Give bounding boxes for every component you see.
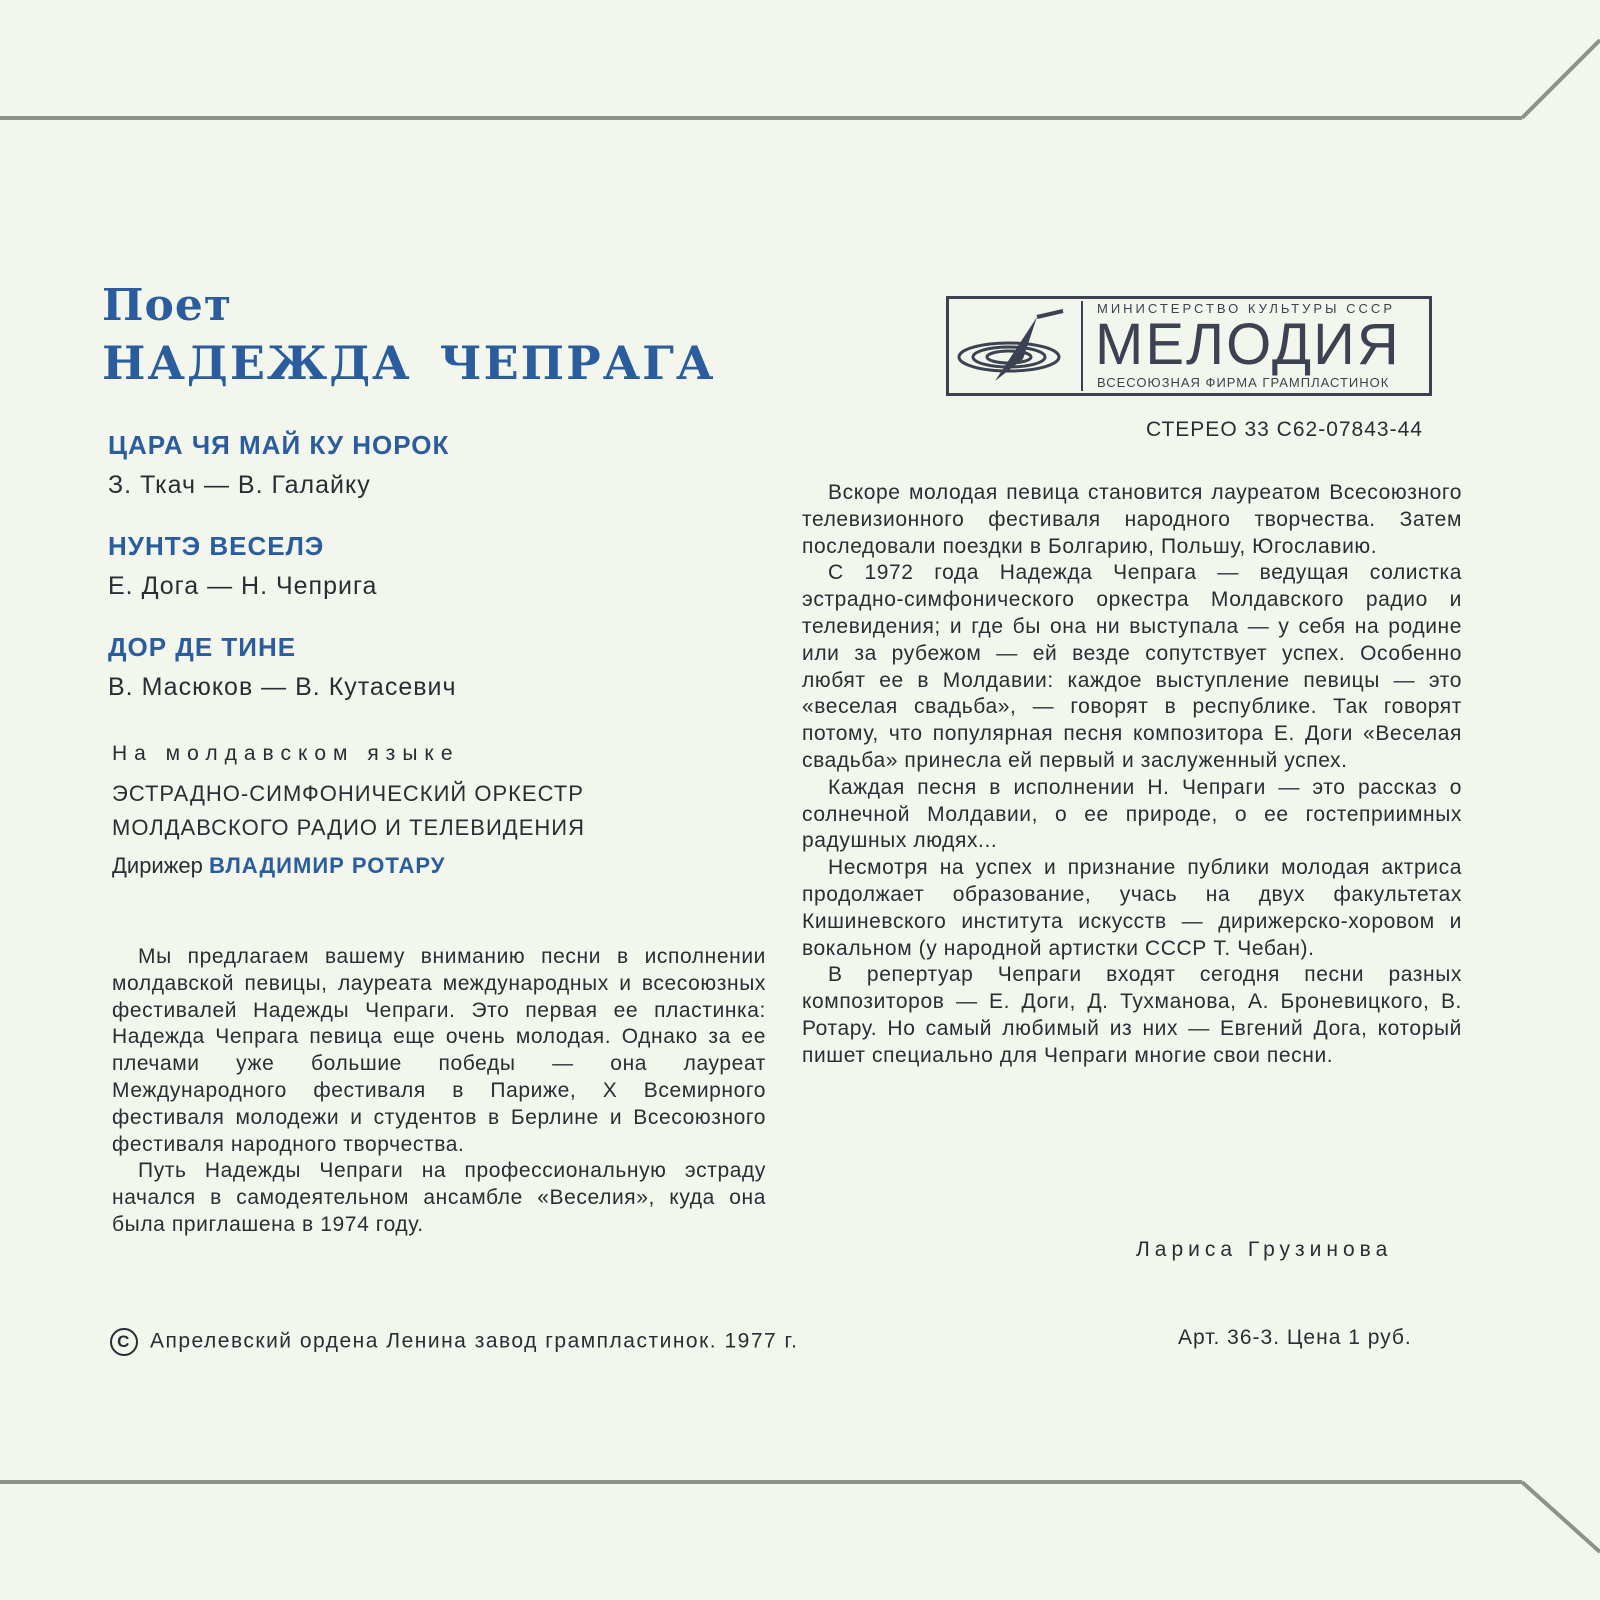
conductor-credit (112, 853, 445, 879)
paragraph: Вскоре молодая певица становится лауреатом Всесоюзного телевизионного фестиваля народного творчества. Затем последовали поездки в Болгарию, Польшу, Югославию. (802, 481, 1462, 558)
song-title: ДОР ДЕ ТИНЕ (108, 632, 297, 662)
paragraph: Путь Надежды Чепраги на профессиональную эстраду начался в самодеятельном ансамбле «Веселия», куда она была приглашена в 1974 году. (112, 1159, 766, 1236)
price-info: Арт. 36-3. Цена 1 руб. (1178, 1326, 1412, 1349)
header-artist-name: НАДЕЖДА ЧЕПРАГА (102, 336, 716, 390)
top-fold-line (0, 0, 1600, 120)
song-item (108, 430, 449, 500)
author-signature: Лариса Грузинова (1136, 1238, 1393, 1261)
publisher-credit (110, 1328, 798, 1356)
logo-brand-name: МЕЛОДИЯ (1095, 312, 1401, 377)
orchestra-line-1: ЭСТРАДНО-СИМФОНИЧЕСКИЙ ОРКЕСТР (112, 781, 584, 806)
publisher-text: Апрелевский ордена Ленина завод грампластинок. 1977 г. (150, 1329, 799, 1353)
melodiya-emblem-icon (951, 301, 1083, 391)
paragraph: Мы предлагаем вашему вниманию песни в исполнении молдавской певицы, лауреата международных и всесоюзных фестивалей Надежды Чепраги. Это первая ее пластинка: Надежда Чепрага певица еще очень молодая. Однако за ее плечами уже большие победы — она лауреат Международного фестиваля в Париже, X Всемирного фестиваля молодежи и студентов в Берлине и Всесоюзного фестиваля народного творчества. (112, 945, 766, 1156)
language-note: На молдавском языке (112, 742, 460, 765)
song-item (108, 632, 457, 702)
paragraph: В репертуар Чепраги входят сегодня песни разных композиторов — Е. Доги, Д. Тухманова, А. Броневицкого, В. Ротару. Но самый любимый из них — Евгений Дога, который пишет специально для Чепраги многие свои песни. (802, 963, 1462, 1067)
logo-ministry-text: МИНИСТЕРСТВО КУЛЬТУРЫ СССР (1097, 301, 1395, 316)
conductor-label: Дирижер (112, 853, 203, 878)
header-performs: Поет (102, 280, 233, 331)
song-item (108, 531, 377, 601)
song-authors: З. Ткач — В. Галайку (108, 471, 371, 499)
paragraph: С 1972 года Надежда Чепрага — ведущая солистка эстрадно-симфонического оркестра Молдавского радио и телевидения; и где бы она ни выступала — у себя на родине или за рубежом — ей везде сопутствует успех. Особенно любят ее в Молдавии: каждое выступление певицы — это «веселая свадьба», — говорят в республике. Так говорят потому, что популярная песня композитора Е. Доги «Веселая свадьба» принесла ей первый и заслуженный успех. (802, 561, 1462, 772)
bottom-fold-line (0, 1452, 1600, 1572)
paragraph: Несмотря на успех и признание публики молодая актриса продолжает образование, учась на двух факультетах Кишиневского института искусств — дирижерско-хоровом и вокальном (у народной артистки СССР Т. Чебан). (802, 856, 1462, 960)
conductor-name: ВЛАДИМИР РОТАРУ (209, 853, 446, 878)
liner-notes-left (112, 944, 766, 1239)
song-title: НУНТЭ ВЕСЕЛЭ (108, 531, 325, 561)
liner-notes-right (802, 480, 1462, 1070)
logo-firm-text: ВСЕСОЮЗНАЯ ФИРМА ГРАМПЛАСТИНОК (1097, 375, 1390, 390)
orchestra-line-2: МОЛДАВСКОГО РАДИО И ТЕЛЕВИДЕНИЯ (112, 815, 585, 840)
song-title: ЦАРА ЧЯ МАЙ КУ НОРОК (108, 430, 450, 460)
song-authors: Е. Дога — Н. Чеприга (108, 572, 378, 600)
song-authors: В. Масюков — В. Кутасевич (108, 673, 457, 701)
melodiya-logo (946, 296, 1432, 396)
catalog-number: СТЕРЕО 33 С62-07843-44 (1146, 418, 1423, 441)
paragraph: Каждая песня в исполнении Н. Чепраги — это рассказ о солнечной Молдавии, о ее природе, о ее гостеприимных радушных людях... (802, 775, 1462, 853)
copyright-icon: C (110, 1328, 138, 1356)
